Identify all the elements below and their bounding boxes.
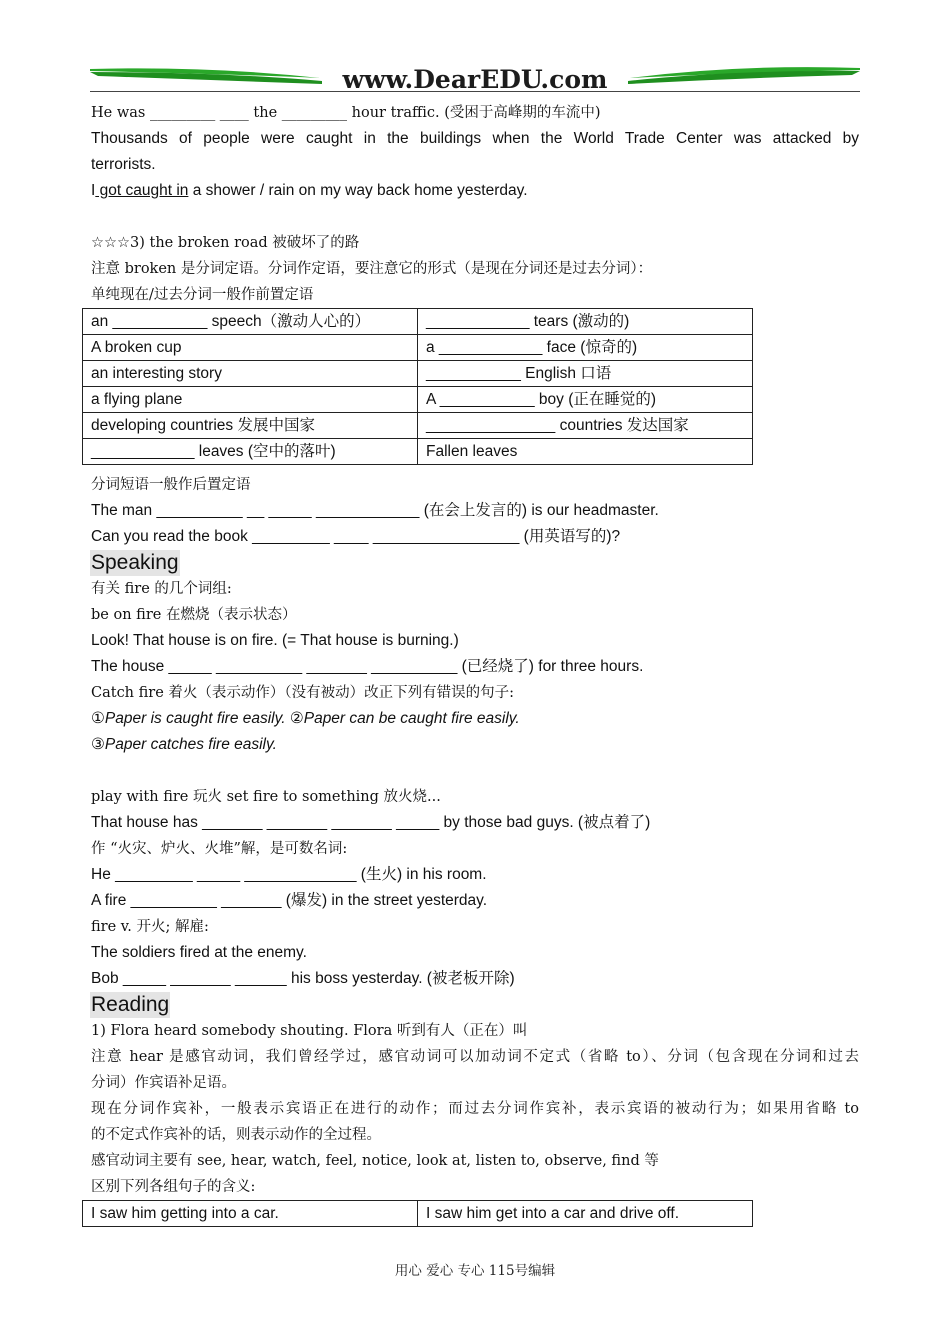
table-row (83, 361, 753, 387)
text-line: 区别下列各组句子的含义: (91, 1179, 256, 1195)
table-cell: developing countries 发展中国家 (83, 413, 418, 439)
text-line: Can you read the book _________ ____ _________________ (用英语写的)? (91, 528, 621, 545)
table-row (83, 439, 753, 465)
table-cell: a ____________ face (惊奇的) (418, 335, 753, 361)
text-line: 作 “火灾、炉火、火堆”解，是可数名词: (91, 841, 348, 857)
text-line: 1) Flora heard somebody shouting. Flora 听到有人（正在）叫 (91, 1023, 528, 1039)
text-line: He _________ _____ _____________ (生火) in his room. (91, 866, 487, 883)
table-cell: an interesting story (83, 361, 418, 387)
text-line: 注意 hear 是感官动词，我们曾经学过，感官动词可以加动词不定式（省略 to）、分词（包含现在分词和过去 (91, 1049, 859, 1065)
table-cell: ____________ tears (激动的) (418, 309, 753, 335)
green-swoosh-icon (90, 62, 860, 94)
text-line: That house has _______ _______ _______ _____ by those bad guys. (被点着了) (91, 814, 651, 831)
text-line: The man __________ __ _____ ____________ (在会上发言的) is our headmaster. (91, 502, 659, 519)
table-cell: I saw him getting into a car. (83, 1201, 418, 1227)
text-line: Catch fire 着火（表示动作）（没有被动）改正下列有错误的句子: (91, 685, 515, 701)
text-line: 分词）作宾语补足语。 (91, 1075, 236, 1091)
logo-text: www.DearEDU.com (342, 65, 608, 94)
table-row (83, 309, 753, 335)
section-title: ☆☆☆3) the broken road 被破坏了的路 (91, 235, 360, 251)
text-line: A fire __________ _______ (爆发) in the street yesterday. (91, 892, 488, 909)
text-fragment: a shower / rain on my way back home yesterday. (188, 182, 528, 199)
text-line: ①Paper is caught fire easily. ②Paper can be caught fire easily. (91, 710, 520, 727)
table-cell: Fallen leaves (418, 439, 753, 465)
text-line: Thousands of people were caught in the buildings when the World Trade Center was attacked by (91, 130, 859, 147)
text-line: 注意 broken 是分词定语。分词作定语，要注意它的形式（是现在分词还是过去分词）： (91, 261, 653, 277)
table-row (83, 335, 753, 361)
page-footer: 用心 爱心 专心 115号编辑 (394, 1263, 556, 1279)
heading-reading: Reading (91, 993, 170, 1016)
header-logo-banner (90, 62, 860, 94)
text-line: He was _________ ____ the _________ hour traffic. (受困于高峰期的车流中) (91, 105, 601, 121)
text-line: 有关 fire 的几个词组: (91, 581, 232, 597)
text-line: play with fire 玩火 set fire to something 放火烧... (91, 789, 441, 805)
table-cell: ____________ leaves (空中的落叶) (83, 439, 418, 465)
text-line: terrorists. (91, 156, 156, 173)
text-line: 的不定式作宾补的话，则表示动作的全过程。 (91, 1127, 381, 1143)
text-line: 现在分词作宾补，一般表示宾语正在进行的动作；而过去分词作宾补，表示宾语的被动行为；如果用省略 to (91, 1101, 859, 1117)
table-cell: an ___________ speech（激动人心的） (83, 309, 418, 335)
table-row (83, 387, 753, 413)
text-line: The house _____ __________ _______ __________ (已经烧了) for three hours. (91, 658, 644, 675)
text-line (91, 181, 528, 201)
table-row (83, 413, 753, 439)
text-line: Bob _____ _______ ______ his boss yesterday. (被老板开除) (91, 970, 515, 987)
table-cell: ___________ English 口语 (418, 361, 753, 387)
text-line: be on fire 在燃烧（表示状态） (91, 607, 297, 623)
table-cell: a flying plane (83, 387, 418, 413)
text-line: ③Paper catches fire easily. (91, 736, 277, 753)
table-cell: A broken cup (83, 335, 418, 361)
table-cell: I saw him get into a car and drive off. (418, 1201, 753, 1227)
text-line: Look! That house is on fire. (= That house is burning.) (91, 632, 459, 649)
table-row (83, 1201, 753, 1227)
table-cell: _______________ countries 发达国家 (418, 413, 753, 439)
sentence-compare-table (82, 1200, 753, 1227)
underlined-phrase: got caught in (95, 182, 189, 199)
text-line: fire v. 开火; 解雇: (91, 919, 209, 935)
header-divider (90, 91, 860, 92)
text-line: 感官动词主要有 see, hear, watch, feel, notice, look at, listen to, observe, find 等 (91, 1153, 659, 1169)
table-cell: A ___________ boy (正在睡觉的) (418, 387, 753, 413)
text-fragment: I (91, 182, 96, 199)
text-line: The soldiers fired at the enemy. (91, 944, 307, 961)
heading-speaking: Speaking (91, 551, 179, 574)
text-line: 单纯现在/过去分词一般作前置定语 (91, 287, 314, 303)
participle-table (82, 308, 753, 465)
text-line: 分词短语一般作后置定语 (91, 477, 251, 493)
